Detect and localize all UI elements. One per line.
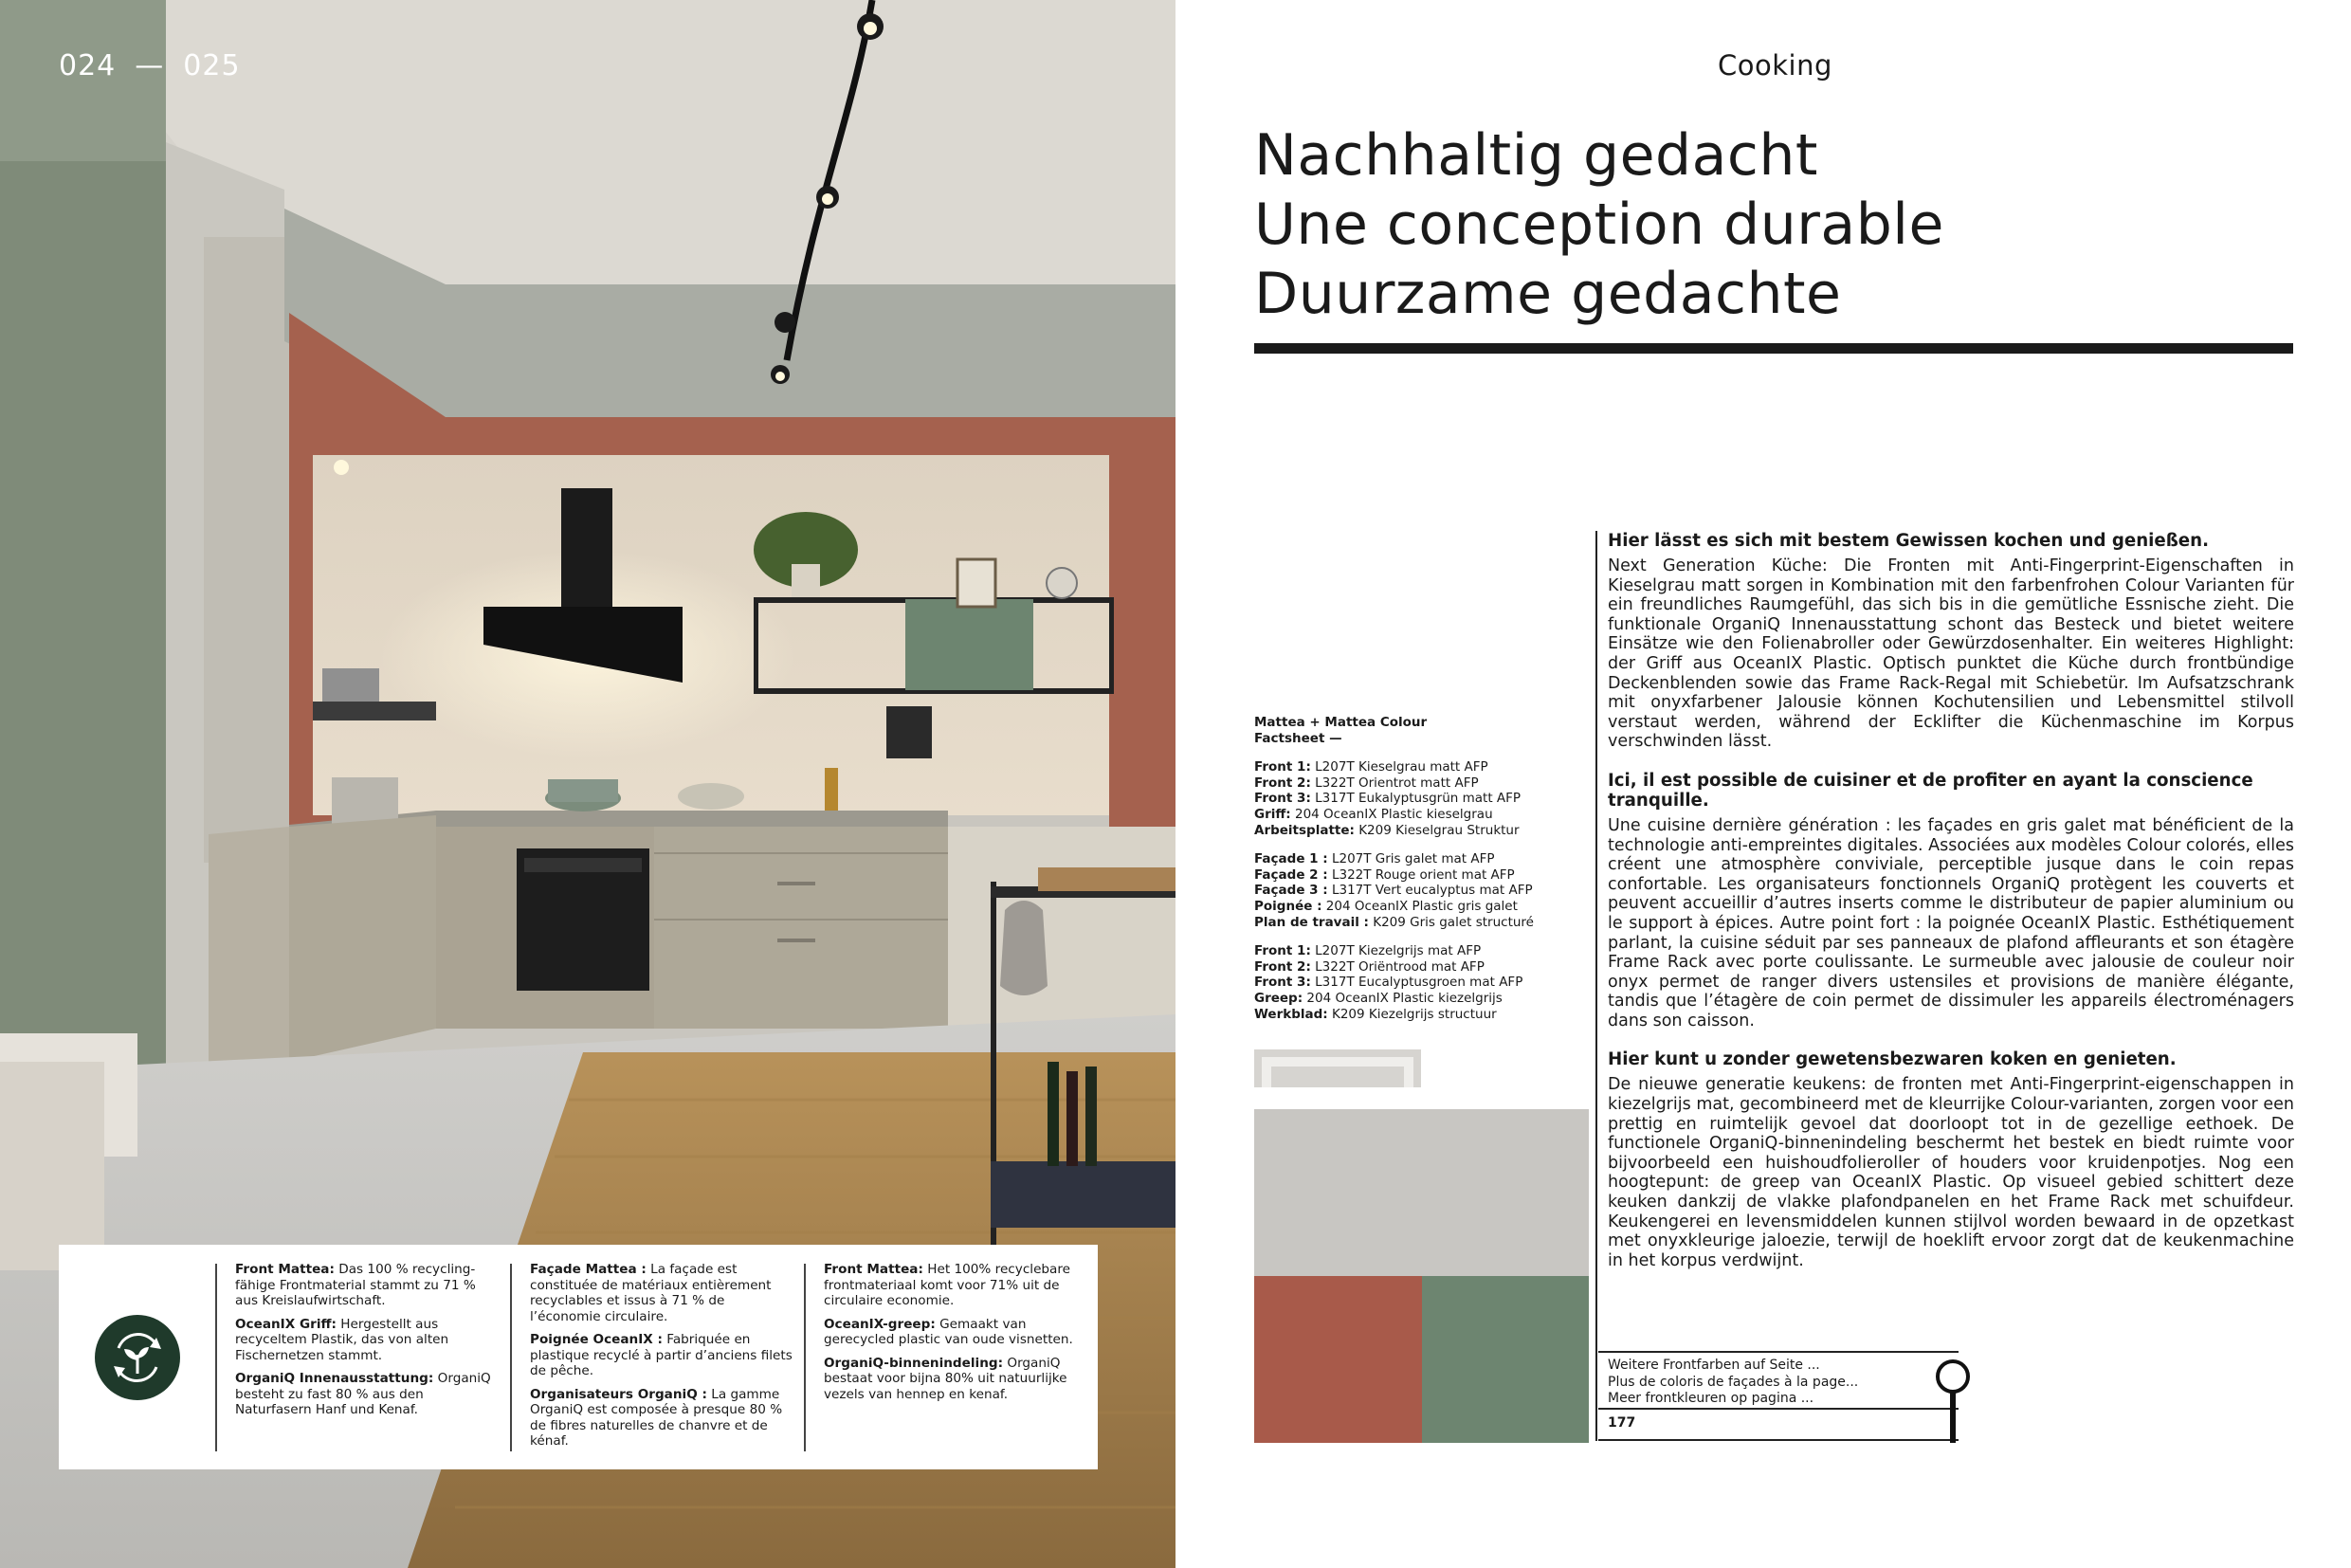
headline-de: Nachhaltig gedacht: [1254, 122, 1818, 189]
info-item: Façade Mattea : La façade est constituée de matériaux entièrement recyclables et issus à 71 % de l’économie circulaire.: [530, 1262, 772, 1324]
info-item: Organisateurs OrganiQ : La gamme OrganiQ est composée à presque 80 % de fibres naturelles de chanvre et de kénaf.: [530, 1386, 783, 1449]
factsheet-row: Front 2: L322T Oriëntrood mat AFP: [1254, 958, 1485, 975]
more-colours-de: Weitere Frontfarben auf Seite ...: [1608, 1358, 1820, 1373]
body-heading-nl: Hier kunt u zonder gewetensbezwaren koken en genieten.: [1608, 1049, 2177, 1070]
factsheet-row: Arbeitsplatte: K209 Kieselgrau Struktur: [1254, 822, 1520, 838]
info-column-fr: [530, 1262, 797, 1457]
info-item: Front Mattea: Das 100 % recyclingfähige Frontmaterial stammt zu 71 % aus Kreislaufwirtschaft.: [235, 1262, 476, 1308]
page-headline: [1254, 121, 1944, 329]
handle-sample-icon: [1254, 1049, 1421, 1087]
factsheet-row: Façade 2 : L322T Rouge orient mat AFP: [1254, 866, 1515, 883]
sustainability-info-box: [59, 1245, 1098, 1469]
factsheet-row: Front 1: L207T Kiezelgrijs mat AFP: [1254, 943, 1482, 959]
factsheet-subtitle: Factsheet —: [1254, 730, 1342, 746]
body-paragraph-fr: Une cuisine dernière génération : les façades en gris galet mat bénéficient de la technologie anti-empreintes digitales. Associées aux modèles Colour colorés, elles créent une atmosphère conviviale, perceptible jusque dans le coin repas confortable. Les organisateurs fonctionnels OrganiQ protègent les couverts et peuvent accueillir d’autres inserts comme le distributeur de papier aluminium ou le support à épices. Autre point fort : la poignée OceanIX Plastic. Esthétiquement parlant, la cuisine séduit par ses panneaux de plafond affleurants et son étagère Frame Rack avec porte coulissante. Le surmeuble avec jalousie de couleur noir onyx permet de ranger divers ustensiles et provisions de manière élégante, tandis que l’étagère de coin permet de dissimuler les appareils électroménagers dans son caisson.: [1608, 815, 2294, 1030]
info-item: OceanIX-greep: Gemaakt van gerecycled plastic van oude visnetten.: [824, 1316, 1073, 1347]
info-item: Poignée OceanIX : Fabriquée en plastique recyclé à partir d’anciens filets de pêche.: [530, 1332, 793, 1378]
factsheet-row: Werkblad: K209 Kiezelgrijs structuur: [1254, 1006, 1497, 1022]
factsheet-row: Front 3: L317T Eucalyptusgroen mat AFP: [1254, 975, 1523, 991]
info-column-nl: [824, 1262, 1091, 1410]
page-numbers: [59, 49, 260, 82]
factsheet-row: Greep: 204 OceanIX Plastic kiezelgrijs: [1254, 990, 1503, 1006]
recycling-plant-icon: [95, 1315, 180, 1400]
headline-rule: [1254, 343, 2293, 354]
factsheet-row: Façade 1 : L207T Gris galet mat AFP: [1254, 851, 1495, 867]
swatch-green: [1422, 1276, 1589, 1443]
factsheet-row: Poignée : 204 OceanIX Plastic gris galet: [1254, 898, 1518, 914]
column-divider: [215, 1264, 217, 1451]
info-item: OrganiQ-binnenindeling: OrganiQ bestaat voor bijna 80% uit natuurlijke vezels van hennep en kenaf.: [824, 1355, 1067, 1402]
info-item: Front Mattea: Het 100% recyclebare frontmateriaal komt voor 71% uit de circulaire economie.: [824, 1262, 1071, 1308]
factsheet-group-de: [1254, 759, 1576, 838]
page-number-left: 024: [59, 49, 117, 82]
factsheet-row: Front 2: L322T Orientrot matt AFP: [1254, 775, 1479, 791]
factsheet-row: Front 3: L317T Eukalyptusgrün matt AFP: [1254, 791, 1522, 807]
rule: [1598, 1408, 1959, 1410]
body-paragraph-de: Next Generation Küche: Die Fronten mit Anti-Fingerprint-Eigenschaften in Kieselgrau matt sorgen in Kombination mit den farbenfrohen Colour Varianten für ein freundliches Raumgefühl, das sich bis in die gemütliche Essnische zieht. Die funktionale OrganiQ Innenausstattung schont das Besteck und bietet weitere Einsätze wie den Folienabroller oder Gewürzdosenhalter. Ein weiteres Highlight: der Griff aus OceanIX Plastic. Optisch punktet die Küche durch frontbündige Deckenblenden sowie das Frame Rack-Regal mit Schiebetür. Im Aufsatzschrank mit onyxfarbener Jalousie können Kochutensilien und Lebensmittel stilvoll verstaut werden, während der Ecklifter die Küchenmaschine im Korpus verschwinden lässt.: [1608, 556, 2294, 752]
info-column-de: [235, 1262, 502, 1426]
body-column-rule: [1595, 531, 1597, 1441]
body-paragraph-nl: De nieuwe generatie keukens: de fronten met Anti-Fingerprint-eigenschappen in kiezelgrijs mat, gecombineerd met de kleurrijke Colour-varianten, zorgen voor een prettig en ruimtelijk gevoel dat doorloopt tot in de gezellige eethoek. De functionele OrganiQ-binnenindeling beschermt het bestek en biedt ruimte voor bijvoorbeeld een huishoudfolieroller of houders voor kruidenpotjes. Nog een hoogtepunt: de greep van OceanIX Plastic. Op visueel gebied schittert deze keuken dankzij de vlakke plafondpanelen en het Frame Rack met schuifdeur. Keukengerei en levensmiddelen kunnen stijlvol worden bewaard in de opzetkast met onyxkleurige jaloezie, terwijl de hoeklift ervoor zorgt dat de keukenmachine in het korpus verdwijnt.: [1608, 1075, 2294, 1270]
body-text: [1608, 531, 2294, 1289]
more-colours-lines: [1608, 1358, 1858, 1408]
page-number-separator: —: [135, 49, 165, 82]
column-divider: [510, 1264, 512, 1451]
reference-page-number: 177: [1608, 1415, 1636, 1431]
headline-fr: Une conception durable: [1254, 191, 1944, 258]
swatch-grey: [1254, 1109, 1589, 1276]
body-heading-de: Hier lässt es sich mit bestem Gewissen kochen und genießen.: [1608, 531, 2209, 551]
factsheet-row: Griff: 204 OceanIX Plastic kieselgrau: [1254, 806, 1493, 822]
section-label: Cooking: [1718, 49, 1832, 82]
swatch-red: [1254, 1276, 1422, 1443]
factsheet-row: Façade 3 : L317T Vert eucalyptus mat AFP: [1254, 883, 1533, 899]
factsheet: [1254, 715, 1576, 1022]
info-item: OceanIX Griff: Hergestellt aus recyceltem Plastik, das von alten Fischernetzen stammt.: [235, 1316, 449, 1363]
factsheet-row: Plan de travail : K209 Gris galet structuré: [1254, 914, 1534, 930]
column-divider: [804, 1264, 806, 1451]
info-item: OrganiQ Innenausstattung: OrganiQ besteht zu fast 80 % aus den Naturfasern Hanf und Kenaf.: [235, 1371, 491, 1417]
rule: [1598, 1439, 1959, 1441]
factsheet-group-nl: [1254, 943, 1576, 1022]
more-colours-fr: Plus de coloris de façades à la page...: [1608, 1374, 1859, 1390]
more-colours-reference: [1598, 1351, 1959, 1441]
headline-nl: Duurzame gedachte: [1254, 261, 1842, 327]
factsheet-group-fr: [1254, 851, 1576, 930]
factsheet-row: Front 1: L207T Kieselgrau matt AFP: [1254, 759, 1488, 775]
body-heading-fr: Ici, il est possible de cuisiner et de profiter en ayant la conscience tranquille.: [1608, 770, 2253, 811]
more-colours-nl: Meer frontkleuren op pagina ...: [1608, 1391, 1814, 1406]
rule: [1598, 1351, 1959, 1353]
page-number-right: 025: [183, 49, 241, 82]
magnifier-icon: [1934, 1358, 1972, 1443]
factsheet-title: Mattea + Mattea Colour: [1254, 715, 1428, 730]
